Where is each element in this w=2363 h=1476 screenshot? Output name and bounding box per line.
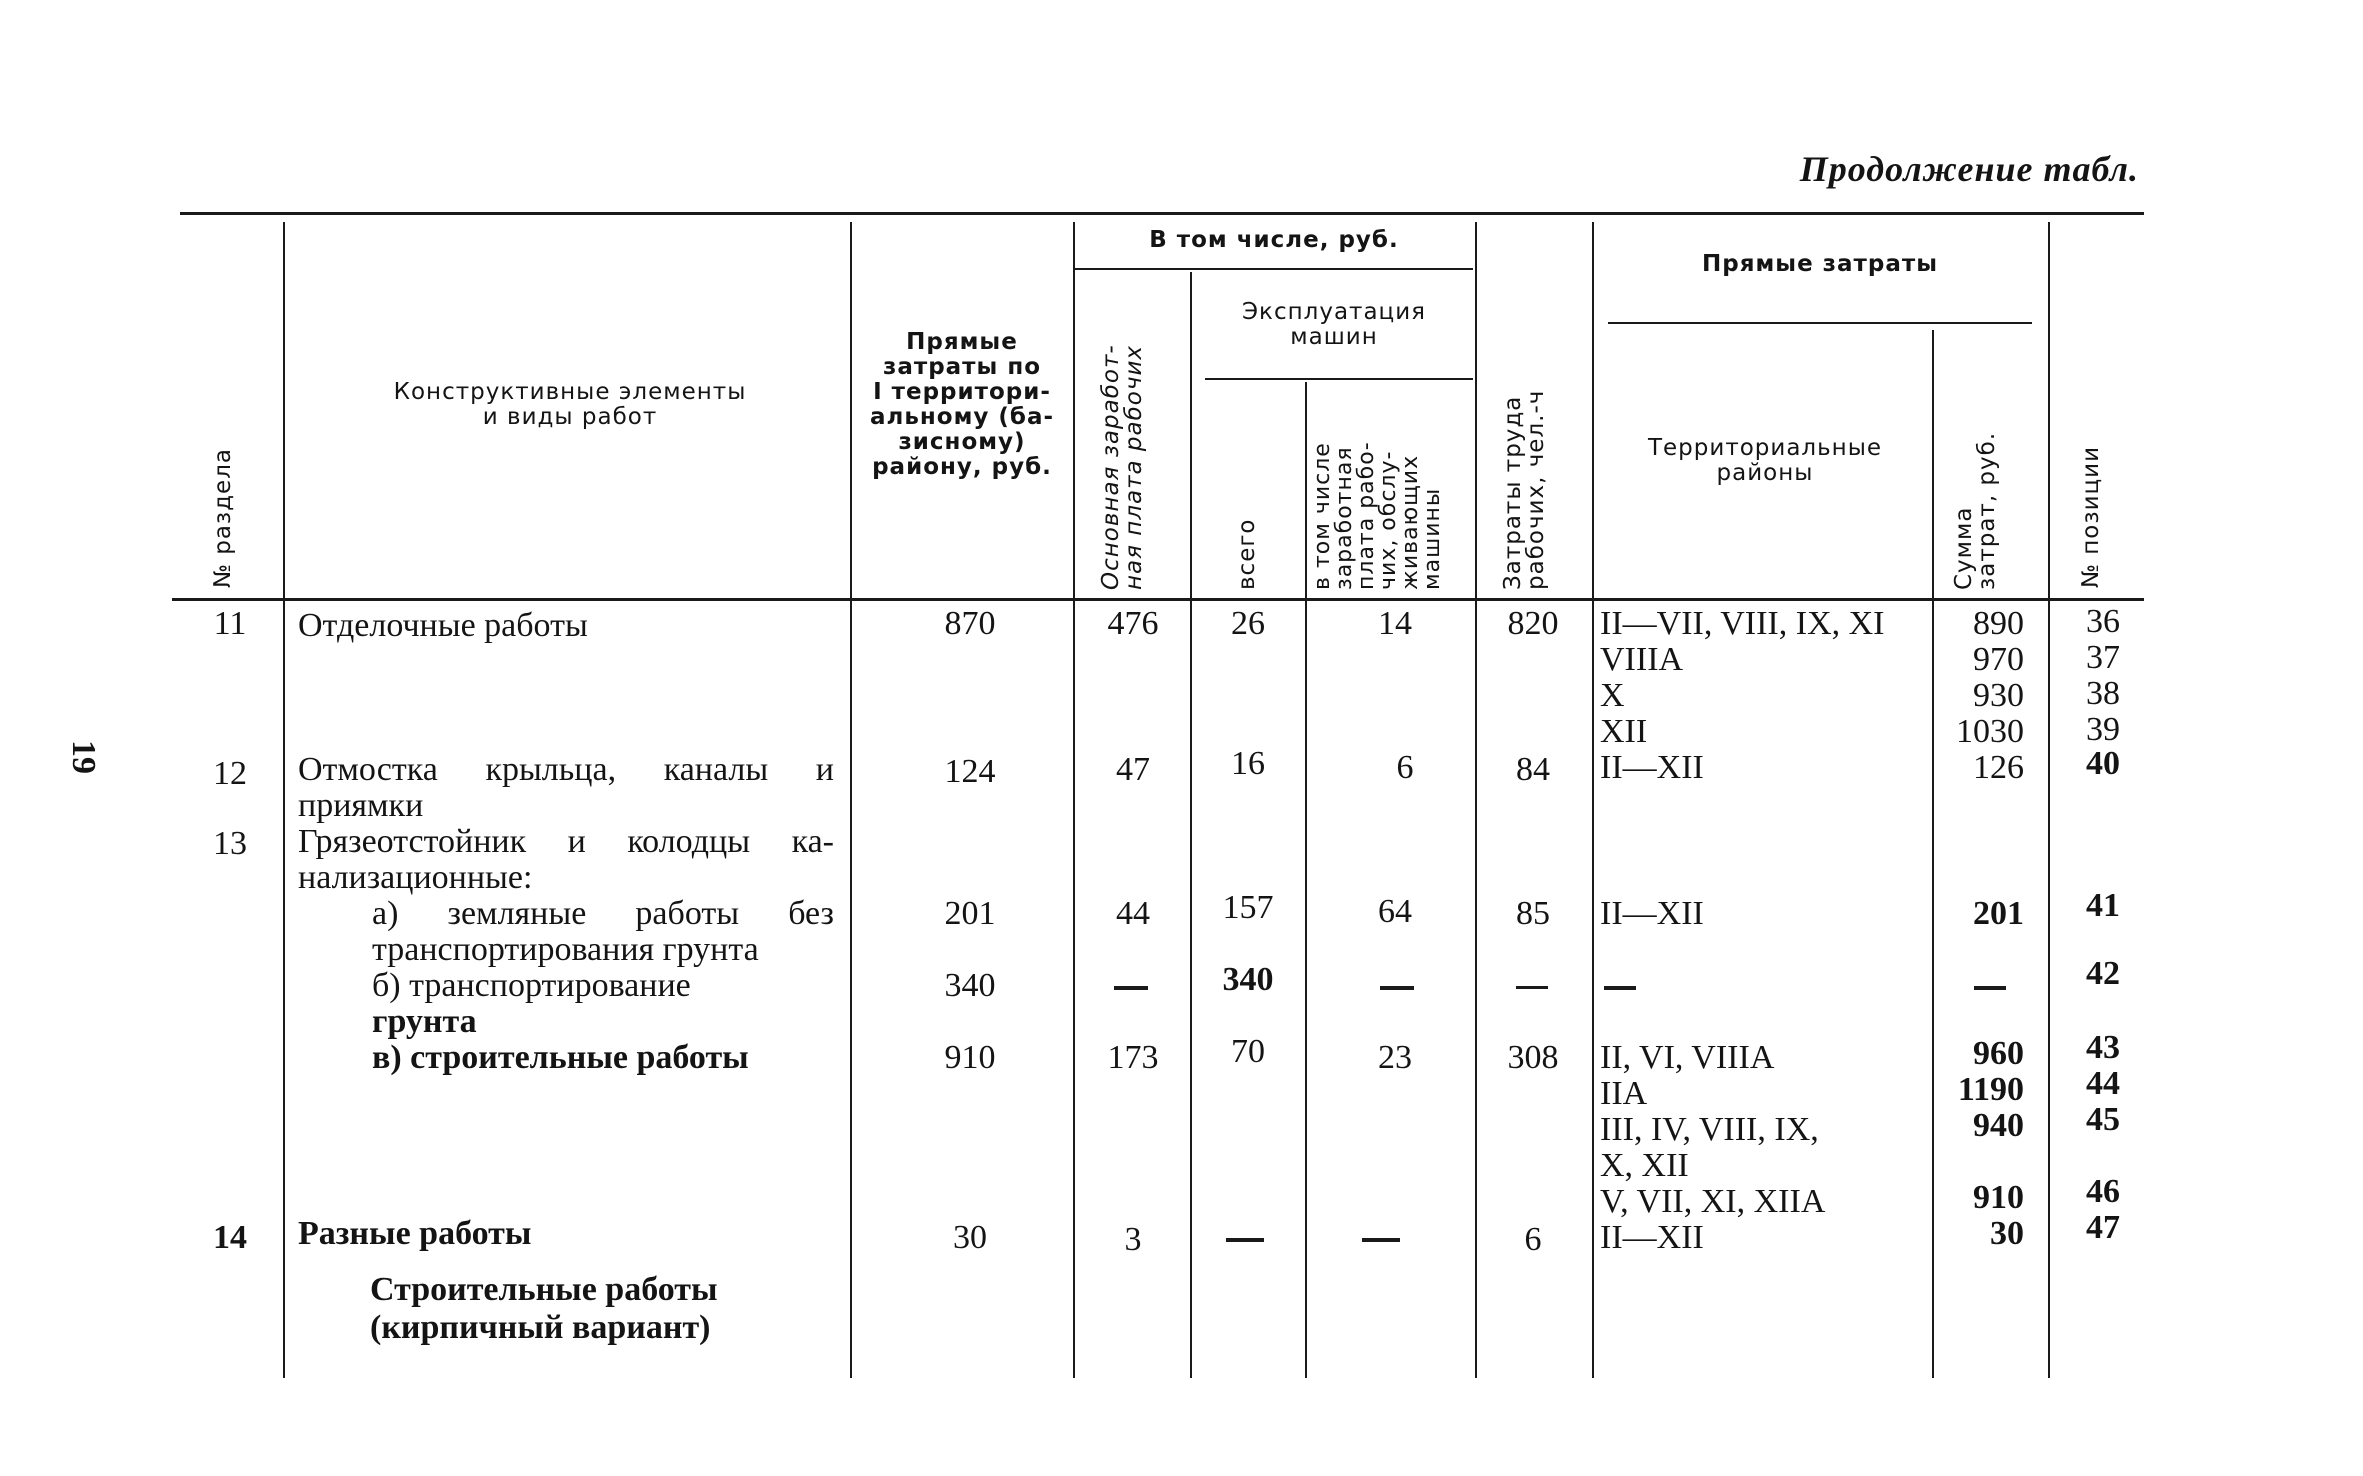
- header-regions: Территориальные районы: [1647, 435, 1883, 486]
- sub-item-name: в) строительные работы: [372, 1039, 749, 1076]
- cost-sum: 1190: [1957, 1071, 2024, 1108]
- position-number: 37: [2086, 639, 2120, 676]
- work-name: Отмостка крыльца, каналы и: [298, 751, 834, 788]
- empty-value-dash: [1380, 986, 1414, 990]
- direct-cost: 30: [953, 1219, 987, 1256]
- work-name: Отделочные работы: [298, 607, 588, 644]
- machine-wage: 64: [1378, 893, 1412, 930]
- section-number: 12: [213, 755, 247, 792]
- sub-item-name-cont: грунта: [372, 1003, 477, 1040]
- machines-group-rule: [1205, 378, 1473, 380]
- labor-cost: 308: [1507, 1039, 1559, 1076]
- cost-sum: 970: [1973, 641, 2024, 678]
- region-name: VIIIA: [1600, 641, 1684, 678]
- table-continuation-caption: Продолжение табл.: [1799, 149, 2139, 189]
- direct-group-rule: [1608, 322, 2032, 324]
- region-name: V, VII, XI, XIIA: [1600, 1183, 1826, 1220]
- direct-cost: 910: [944, 1039, 996, 1076]
- machine-wage: 14: [1378, 605, 1412, 642]
- base-wage: 3: [1124, 1221, 1142, 1258]
- labor-cost: 84: [1516, 751, 1550, 788]
- region-name: XII: [1600, 713, 1648, 750]
- table-header-rule: [172, 598, 2144, 601]
- sub-item-name: а) земляные работы без: [372, 895, 834, 932]
- column-divider: [283, 222, 285, 1378]
- cost-sum: 126: [1973, 749, 2024, 786]
- header-machines-group: Эксплуатация машин: [1242, 299, 1426, 350]
- sub-item-name: б) транспортирование: [372, 967, 691, 1004]
- incl-group-rule: [1075, 268, 1473, 270]
- region-name: X: [1600, 677, 1625, 714]
- base-wage: 47: [1116, 751, 1150, 788]
- base-wage: 476: [1107, 605, 1159, 642]
- machines-total: 70: [1231, 1033, 1265, 1070]
- position-number: 39: [2086, 711, 2120, 748]
- header-direct-group: Прямые затраты: [1701, 251, 1938, 277]
- machine-wage: 23: [1378, 1039, 1412, 1076]
- column-divider: [1305, 382, 1307, 1378]
- empty-value-dash: [1114, 986, 1148, 990]
- column-divider: [1073, 222, 1075, 1378]
- empty-value-dash: [1604, 986, 1636, 990]
- position-number: 44: [2086, 1065, 2120, 1102]
- machine-wage: 6: [1396, 749, 1414, 786]
- region-name: II—XII: [1600, 895, 1704, 932]
- work-name: Разные работы: [298, 1215, 532, 1252]
- section-number: 13: [213, 825, 247, 862]
- labor-cost: 6: [1524, 1221, 1542, 1258]
- position-number: 41: [2086, 887, 2120, 924]
- position-number: 38: [2086, 675, 2120, 712]
- position-number: 36: [2086, 603, 2120, 640]
- page-number: 19: [65, 740, 102, 774]
- work-name: Грязеотстойник и колодцы ка-: [298, 823, 834, 860]
- labor-cost: 820: [1507, 605, 1559, 642]
- position-number: 43: [2086, 1029, 2120, 1066]
- cost-sum: 930: [1973, 677, 2024, 714]
- position-number: 45: [2086, 1101, 2120, 1138]
- position-number: 47: [2086, 1209, 2120, 1246]
- work-name-cont: нализационные:: [298, 859, 533, 896]
- base-wage: 44: [1116, 895, 1150, 932]
- header-base-wage: Основная заработ- ная плата рабочих: [1098, 344, 1147, 590]
- machines-total: 157: [1222, 889, 1274, 926]
- region-name: IIA: [1600, 1075, 1648, 1112]
- cost-sum: 1030: [1956, 713, 2024, 750]
- next-section-title: Строительные работы: [370, 1271, 718, 1308]
- cost-sum: 960: [1973, 1035, 2024, 1072]
- sub-item-name-cont: транспортирования грунта: [372, 931, 759, 968]
- direct-cost: 201: [944, 895, 996, 932]
- machines-total: 26: [1231, 605, 1265, 642]
- column-divider: [1932, 330, 1934, 1378]
- table-top-rule: [180, 212, 2144, 215]
- region-name-cont: X, XII: [1600, 1147, 1689, 1184]
- region-name: II—XII: [1600, 1219, 1704, 1256]
- empty-value-dash: [1516, 986, 1548, 989]
- header-machine-wage: в том числе заработная плата рабо- чих, обслу- живающих машины: [1310, 441, 1445, 590]
- header-machines-total: всего: [1234, 518, 1260, 590]
- region-name: III, IV, VIII, IX,: [1600, 1111, 1819, 1148]
- machines-total: 16: [1231, 745, 1265, 782]
- header-elements: Конструктивные элементы и виды работ: [393, 379, 747, 430]
- position-number: 42: [2086, 955, 2120, 992]
- position-number: 40: [2086, 745, 2120, 782]
- column-divider: [1190, 272, 1192, 1378]
- header-labor: Затраты труда рабочих, чел.-ч: [1500, 389, 1549, 590]
- base-wage: 173: [1107, 1039, 1159, 1076]
- cost-sum: 890: [1973, 605, 2024, 642]
- direct-cost: 340: [944, 967, 996, 1004]
- direct-cost: 870: [944, 605, 996, 642]
- column-divider: [1592, 222, 1594, 1378]
- empty-value-dash: [1974, 986, 2006, 990]
- header-position: № позиции: [2078, 445, 2104, 588]
- cost-sum: 940: [1973, 1107, 2024, 1144]
- machines-total: 340: [1222, 961, 1274, 998]
- position-number: 46: [2086, 1173, 2120, 1210]
- column-divider: [2048, 222, 2050, 1378]
- work-name-cont: приямки: [298, 787, 424, 824]
- header-sum: Сумма затрат, руб.: [1951, 431, 2000, 590]
- next-section-title-cont: (кирпичный вариант): [370, 1309, 711, 1346]
- header-section-number: № раздела: [210, 447, 236, 588]
- header-direct-costs: Прямые затраты по I территори- альному (ба- зисному) району, руб.: [869, 329, 1055, 480]
- labor-cost: 85: [1516, 895, 1550, 932]
- header-incl-group: В том числе, руб.: [1149, 227, 1399, 253]
- cost-sum: 30: [1990, 1215, 2024, 1252]
- empty-value-dash: [1226, 1238, 1264, 1242]
- empty-value-dash: [1362, 1238, 1400, 1242]
- region-name: II—VII, VIII, IX, XI: [1600, 605, 1885, 642]
- section-number: 14: [213, 1219, 247, 1256]
- cost-sum: 201: [1973, 895, 2024, 932]
- cost-sum: 910: [1973, 1179, 2024, 1216]
- section-number: 11: [213, 605, 247, 642]
- region-name: II—XII: [1600, 749, 1704, 786]
- direct-cost: 124: [944, 753, 996, 790]
- column-divider: [1475, 222, 1477, 1378]
- region-name: II, VI, VIIIA: [1600, 1039, 1775, 1076]
